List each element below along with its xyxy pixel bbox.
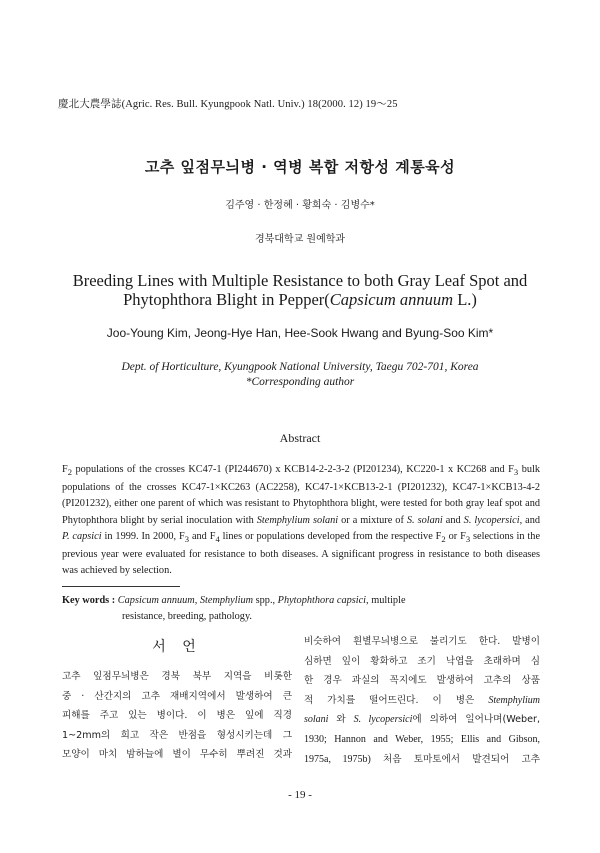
text-line: 고추 잎점무늬병은 경북 북부 지역을 비롯한 <box>62 671 292 682</box>
korean-affiliation: 경북대학교 원예학과 <box>254 234 346 245</box>
abstract-body: $F_2$ populations of the crosses KC47-1 (PI244670) x KCB14-2-2-3-2 (PI201234), KC220-1 x KC268 and $F_3$ bulk populations of the crosses KC47-1×KC263 (AC2258), KC47-1×KCB13-2-1 (PI201232), KC47-1×KCB13-4-2 (PI201232), either one parent of which was resistant to Phytophthora blight, were tested for both gray leaf spot and Phytophthora blight by serial inoculation with Stemphylium solani or a mixture of S. solani and S. lycopersici, and P. capsici in 1999. In 2000, $F_3$ and $F_4$ lines or populations developed from the respective $F_2$ or $F_3$ selections in the previous year were evaluated for resistance to both diseases. A significant progress in resistance to both diseases was achieved by selection. <box>62 464 541 577</box>
english-title-line2-post: L.) <box>453 290 477 309</box>
left-column-text <box>62 667 292 765</box>
text-line: 적 가치를 떨어뜨린다. 이 병은 Stemphylium <box>304 694 540 706</box>
english-authors: Joo-Young Kim, Jeong-Hye Han, Hee-Sook Hwang and Byung-Soo Kim* <box>106 326 494 340</box>
text-line: 한 경우 과실의 꼭지에도 발생하여 고추의 상품 <box>304 675 540 687</box>
text-line: 1975a, 1975b) 처음 토마토에서 발견되어 고추 <box>304 753 540 765</box>
english-title <box>40 271 560 309</box>
department-line: Dept. of Horticulture, Kyungpook National University, Taegu 702-701, Korea <box>121 361 479 373</box>
introduction-heading: 서 언 <box>152 639 202 655</box>
korean-authors: 김주영 · 한정혜 · 황희숙 · 김병수* <box>225 200 375 211</box>
keywords-divider <box>62 586 180 587</box>
abstract-heading: Abstract <box>279 431 321 445</box>
text-line: 모양이 마치 밤하늘에 별이 무수히 뿌려진 것과 <box>62 749 292 761</box>
text-line: solani 와 S. lycopersici에 의하여 일어나며(Weber, <box>304 714 540 726</box>
department-affiliation <box>0 360 600 390</box>
keywords-continuation: resistance, breeding, pathology. <box>122 611 253 622</box>
text-line: 1930; Hannon and Weber, 1955; Ellis and Gibson, <box>304 733 540 745</box>
text-line: 비슷하여 흰별무늬병으로 불리기도 한다. 발병이 <box>304 636 540 647</box>
korean-title: 고추 잎점무늬병 · 역병 복합 저항성 계통육성 <box>144 158 456 176</box>
english-title-line1: Breeding Lines with Multiple Resistance to both Gray Leaf Spot and <box>72 271 528 290</box>
page-number: - 19 - <box>288 789 312 801</box>
english-title-species: Capsicum annuum <box>329 290 454 309</box>
corresponding-author-note: *Corresponding author <box>245 376 355 388</box>
english-title-line2-pre: Phytophthora Blight in Pepper( <box>123 290 330 309</box>
keywords-label: Key words : <box>62 595 118 606</box>
right-column-text <box>304 632 540 769</box>
journal-citation-header: 慶北大農學誌(Agric. Res. Bull. Kyungpook Natl. Univ.) 18(2000. 12) 19～25 <box>58 99 398 110</box>
text-line: 피해를 주고 있는 병이다. 이 병은 잎에 직경 <box>62 710 292 722</box>
text-line: 중 · 산간지의 고추 재배지역에서 발생하여 큰 <box>62 690 292 702</box>
text-line: 심하면 잎이 황화하고 조기 낙엽을 초래하며 심 <box>304 655 540 667</box>
keywords: Key words : Capsicum annuum, Stemphylium spp., Phytophthora capsici, multiple resistance, breeding, pathology. <box>62 593 482 625</box>
text-line: 1~2mm의 희고 작은 반점을 형성시키는데 그 <box>62 729 292 741</box>
